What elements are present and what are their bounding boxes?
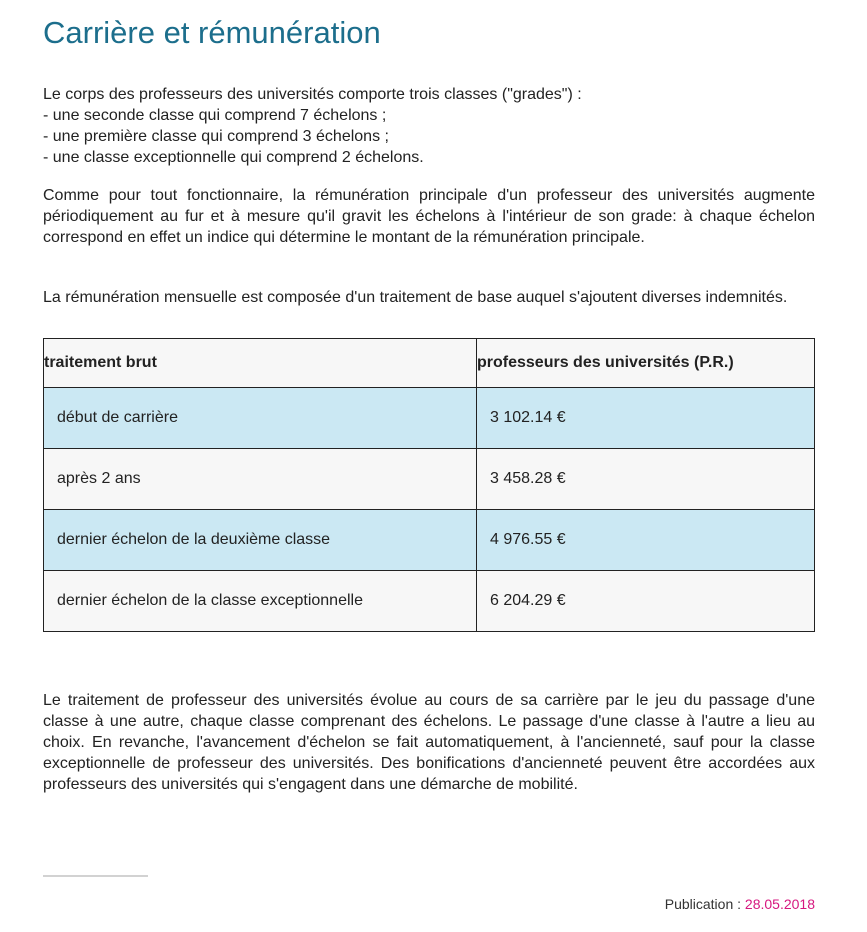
row-label: dernier échelon de la deuxième classe (44, 510, 477, 571)
table-row (44, 449, 815, 510)
monthly-pay-paragraph: La rémunération mensuelle est composée d'un traitement de base auquel s'ajoutent diverses indemnités. (43, 289, 788, 306)
page-title: Carrière et rémunération (43, 15, 381, 50)
header-professeurs: professeurs des universités (P.R.) (477, 339, 815, 388)
header-traitement-brut: traitement brut (44, 339, 477, 388)
publication-date: 28.05.2018 (744, 896, 815, 912)
table-header-row (44, 339, 815, 388)
salary-table (43, 338, 815, 632)
row-label: après 2 ans (44, 449, 477, 510)
publication-info (665, 895, 815, 913)
row-value: 4 976.55 € (477, 510, 815, 571)
footer-divider (43, 875, 148, 877)
list-item: - une seconde classe qui comprend 7 échelons ; (43, 107, 387, 124)
publication-label: Publication : (664, 896, 745, 912)
table-row (44, 388, 815, 449)
table-row (44, 571, 815, 632)
salary-progression-paragraph: Comme pour tout fonctionnaire, la rémunération principale d'un professeur des universités augmente périodiquement au fur et à mesure qu'il gravit les échelons à l'intérieur de son grade: à chaque échelon correspond en effet un indice qui détermine le montant de la rémunération principale. (43, 187, 815, 246)
table-row (44, 510, 815, 571)
intro-paragraph (43, 84, 815, 168)
row-value: 6 204.29 € (477, 571, 815, 632)
career-paragraph: Le traitement de professeur des universités évolue au cours de sa carrière par le jeu du passage d'une classe à une autre, chaque classe comprenant des échelons. Le passage d'une classe à l'autre a lieu au choix. En revanche, l'avancement d'échelon se fait automatiquement, à l'ancienneté, sauf pour la classe exceptionnelle de professeur des universités. Des bonifications d'ancienneté peuvent être accordées aux professeurs des universités qui s'engagent dans une démarche de mobilité. (43, 692, 815, 793)
list-item: - une première classe qui comprend 3 échelons ; (43, 128, 389, 145)
row-label: dernier échelon de la classe exceptionnelle (44, 571, 477, 632)
intro-lead: Le corps des professeurs des universités comporte trois classes ("grades") : (43, 86, 582, 103)
row-value: 3 458.28 € (477, 449, 815, 510)
row-label: début de carrière (44, 388, 477, 449)
list-item: - une classe exceptionnelle qui comprend 2 échelons. (43, 149, 424, 166)
row-value: 3 102.14 € (477, 388, 815, 449)
